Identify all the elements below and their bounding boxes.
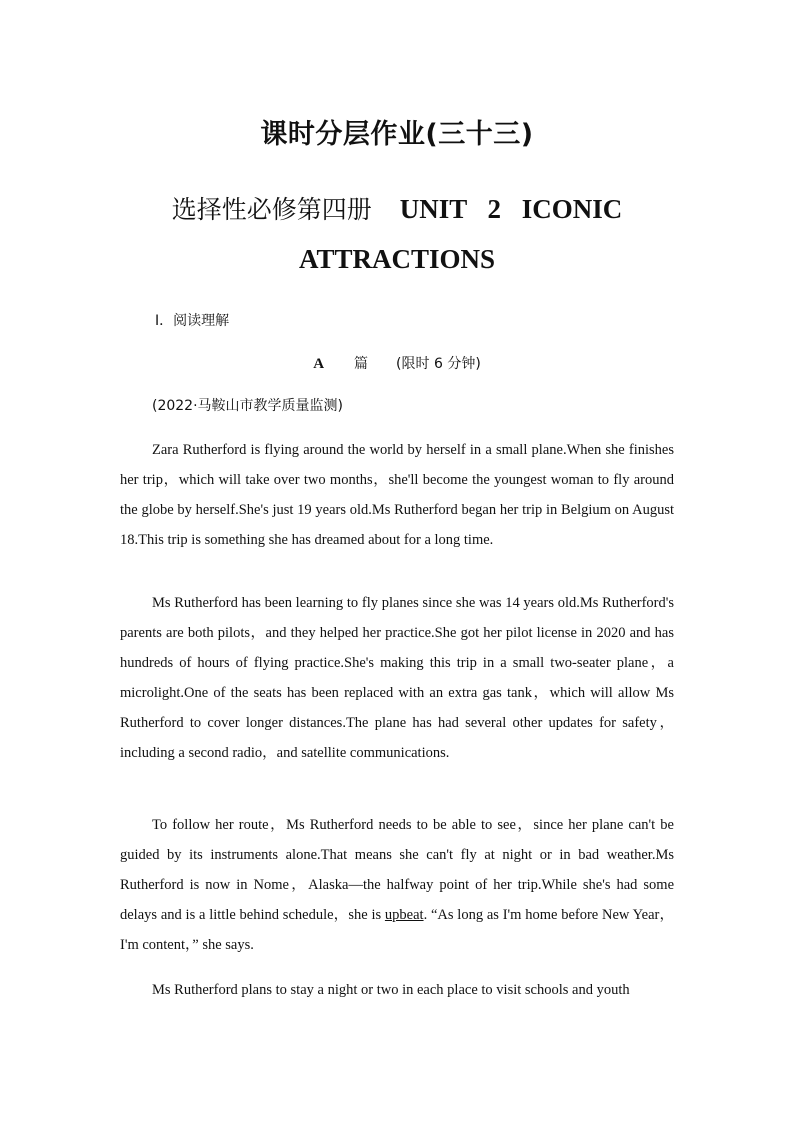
paragraph-2: Ms Rutherford has been learning to fly planes since she was 14 years old.Ms Rutherford's parents are both pilots，and they helped her practice.She got her pilot license in 2020 and has hundreds of hours of flying practice.She's making this trip in a small two-seater plane，a microlight.One of the seats has been replaced with an extra gas tank，which will allow Ms Rutherford to cover longer distances.The plane has had several other updates for safety，including a second radio，and satellite communications. (120, 595, 674, 761)
paragraph-1: Zara Rutherford is flying around the world by herself in a small plane.When she finishes her trip，which will take over two months，she'll become the youngest woman to fly around the globe by herself.She's just 19 years old.Ms Rutherford began her trip in Belgium on August 18.This trip is something she has dreamed about for a long time. (120, 442, 674, 548)
paragraph-3-text-b: . “As long as I'm home before New Year，I'm content，” she says. (120, 907, 675, 953)
passage-time-limit: (限时 6 分钟) (396, 356, 481, 372)
passage-label: A (313, 356, 325, 372)
underlined-word: upbeat (384, 907, 424, 923)
passage-source: (2022·马鞍山市教学质量监测) (152, 398, 344, 414)
paragraph-4: Ms Rutherford plans to stay a night or two in each place to visit schools and youth (152, 982, 630, 998)
paragraph-3-text-a: To follow her route，Ms Rutherford needs to be able to see，since her plane can't be guided by its instruments alone.That means she can't fly at night or in bad weather.Ms Rutherford is now in Nome，Alaska—the halfway point of her trip.While she's had some delays and is a little behind schedule，she is (120, 817, 674, 923)
passage-heading (0, 353, 794, 373)
subtitle-unit: UNIT 2 ICONIC (399, 194, 623, 224)
paragraph-3 (120, 810, 674, 960)
subtitle-line-2: ATTRACTIONS (298, 244, 496, 274)
subtitle-chinese: 选择性必修第四册 (171, 195, 372, 224)
page-title: 课时分层作业(三十三) (260, 119, 534, 150)
passage-char: 篇 (354, 356, 369, 372)
subtitle-line-1 (120, 190, 674, 226)
section-heading: Ⅰ．阅读理解 (155, 313, 230, 329)
